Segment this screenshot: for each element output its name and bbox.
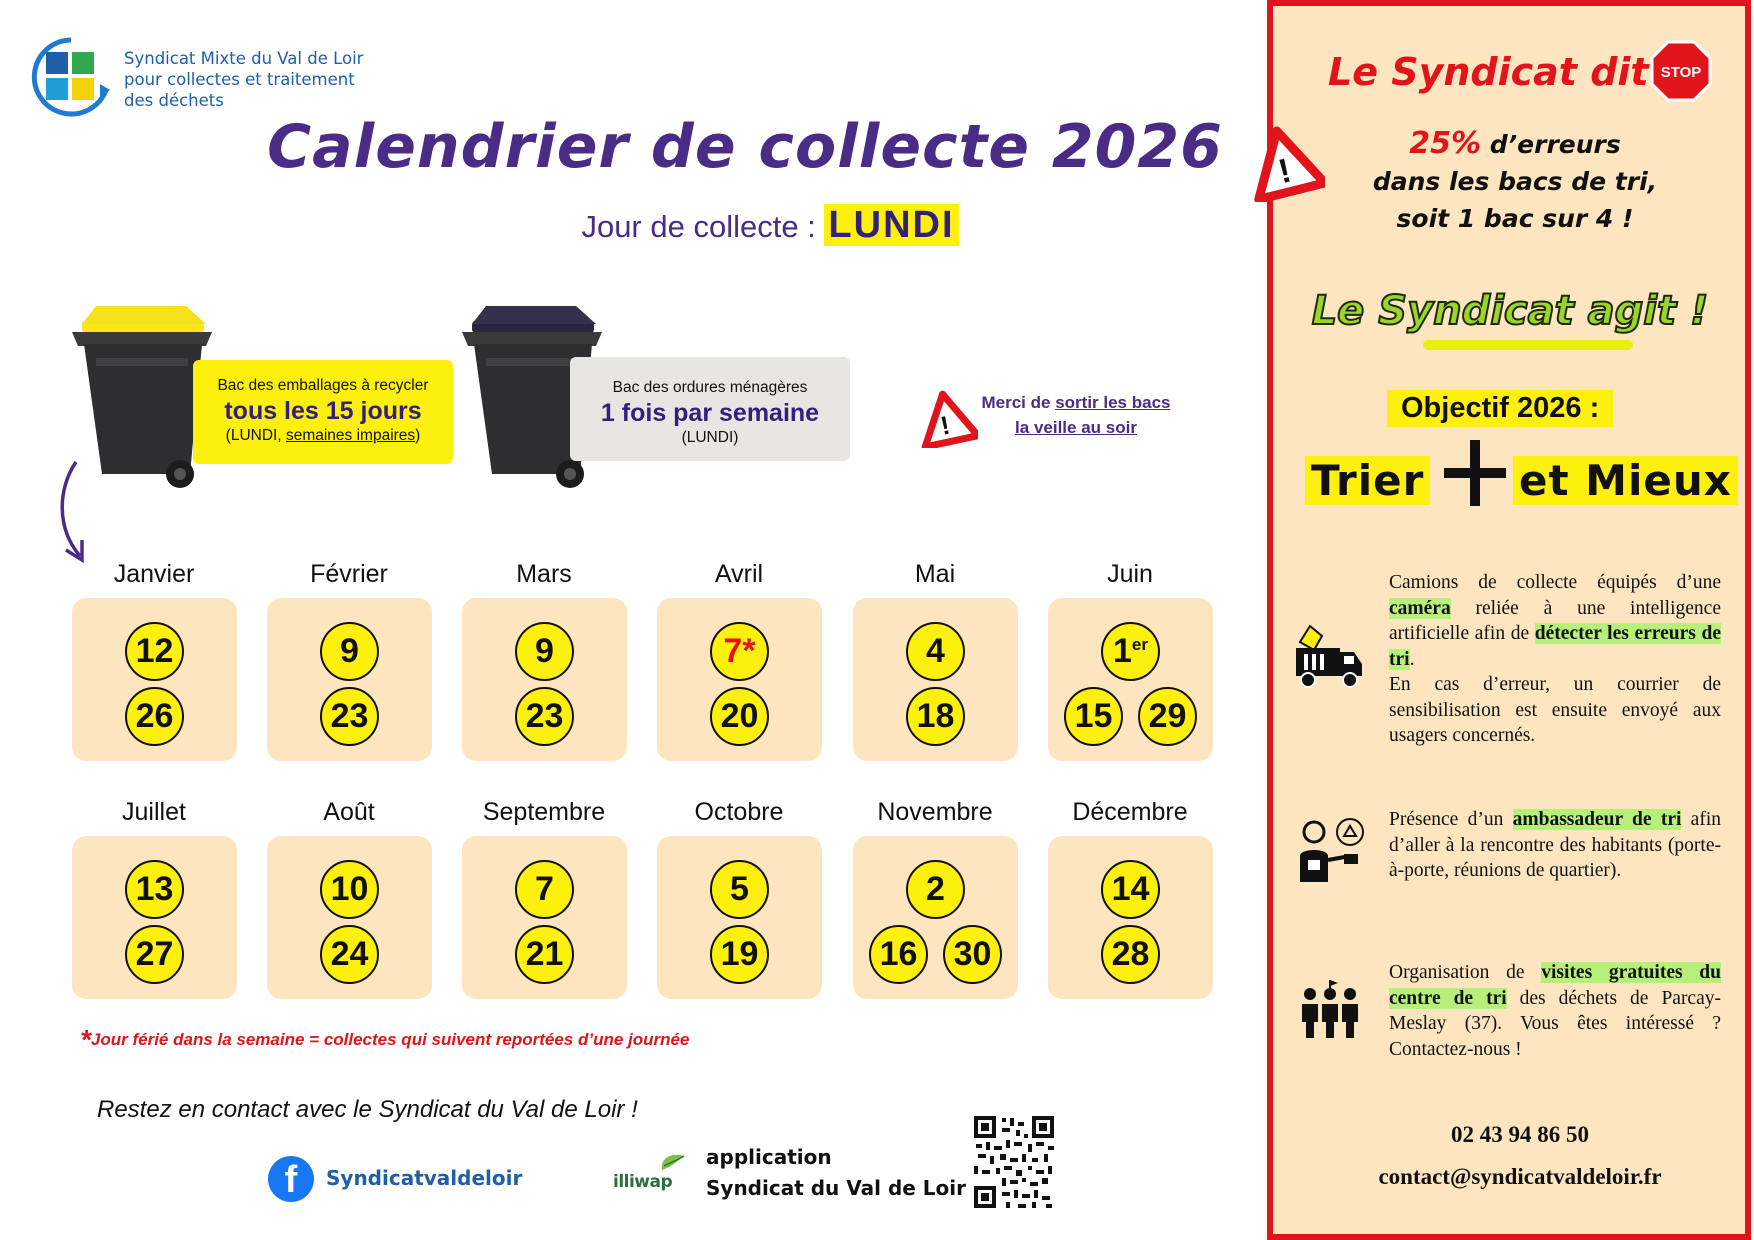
collection-date <box>515 622 574 681</box>
facebook-letter: f <box>284 1159 298 1201</box>
error-percent: 25% <box>1409 126 1482 161</box>
facebook-icon[interactable] <box>268 1156 314 1202</box>
footnote-text: Jour férié dans la semaine = collectes qui suivent reportées d’une journée <box>90 1030 690 1049</box>
org-line-3: des déchets <box>124 91 224 110</box>
collection-date-number: 26 <box>135 697 174 735</box>
action-camera-t3: . <box>1409 648 1415 670</box>
collection-date <box>1138 687 1197 746</box>
collection-date-number: 21 <box>525 935 564 973</box>
collection-date <box>906 860 965 919</box>
collection-date <box>710 925 769 984</box>
group-visit-icon <box>1300 978 1360 1040</box>
phone-number[interactable]: 02 43 94 86 50 <box>1451 1122 1589 1147</box>
collection-date <box>125 622 184 681</box>
month-name: Juillet <box>122 798 186 826</box>
stop-sign-icon <box>1650 40 1712 102</box>
holiday-footnote <box>80 1024 689 1056</box>
collection-date <box>943 925 1002 984</box>
action-visits-t1: Organisation de <box>1389 962 1542 983</box>
error-text-2: dans les bacs de tri, <box>1372 167 1658 196</box>
action-camera-t1: Camions de collecte équipés d’une <box>1389 572 1721 593</box>
action-camera <box>1389 570 1721 749</box>
error-text-3: soit 1 bac sur 4 ! <box>1396 204 1634 233</box>
contact-invitation: Restez en contact avec le Syndicat du Val de Loir ! <box>97 1096 638 1123</box>
collection-date-number: 27 <box>135 935 174 973</box>
page-title: Calendrier de collecte 2026 <box>267 112 1223 182</box>
svg-text:!: ! <box>1274 151 1295 192</box>
error-text-1: d’erreurs <box>1481 130 1621 159</box>
household-frequency: 1 fois par semaine <box>600 399 820 427</box>
collection-date <box>125 925 184 984</box>
recycling-bin-name: Bac des emballages à recycler <box>217 377 429 394</box>
action-ambassador-t2: afin d’aller à la rencontre des habitants (porte-à-porte, réunions de quartier). <box>1389 809 1722 881</box>
collection-date <box>515 925 574 984</box>
illiwap-wordmark: illiwap <box>613 1172 673 1192</box>
slogan-mieux: et Mieux <box>1513 456 1738 505</box>
bin-out-notice <box>960 390 1192 440</box>
collection-date <box>1101 622 1160 681</box>
collection-date <box>906 687 965 746</box>
collection-day-value: LUNDI <box>824 204 958 246</box>
month-card <box>1048 598 1213 761</box>
garbage-truck-icon <box>1292 622 1366 692</box>
month-card <box>72 598 237 761</box>
ambassador-icon <box>1298 816 1364 888</box>
collection-date <box>320 860 379 919</box>
month-name: Novembre <box>877 798 993 826</box>
collection-date-number: 16 <box>879 935 918 973</box>
collection-date <box>1101 860 1160 919</box>
collection-date <box>869 925 928 984</box>
organisation-name <box>124 48 384 111</box>
collection-date-number: 19 <box>720 935 759 973</box>
recycling-bin-label <box>193 360 453 464</box>
collection-date-number: 28 <box>1111 935 1150 973</box>
month-name: Décembre <box>1072 798 1188 826</box>
error-statistic <box>1365 125 1665 237</box>
action-camera-t4: En cas d’erreur, un courrier de sensibilisation est ensuite envoyé aux usagers concernés. <box>1389 674 1721 746</box>
collection-date-number: 9 <box>340 632 359 670</box>
collection-date <box>515 860 574 919</box>
month-name: Avril <box>714 560 764 588</box>
month-name: Mars <box>516 560 572 588</box>
action-visits-h1: visites gratuites du centre de tri <box>1389 962 1721 1009</box>
collection-date-number: 7* <box>723 632 756 670</box>
month-name: Mai <box>914 560 956 588</box>
action-visits-t2: des déchets de Parcay-Meslay (37). Vous êtes intéressé ? Contactez-nous ! <box>1389 987 1721 1060</box>
recycling-detail-suffix: ) <box>415 427 421 444</box>
agit-underline <box>1423 340 1633 350</box>
org-line-2: pour collectes et traitement <box>124 70 355 89</box>
stop-text: STOP <box>1660 64 1702 81</box>
collection-date <box>1101 925 1160 984</box>
slogan-trier: Trier <box>1305 456 1430 505</box>
month-name: Octobre <box>694 798 784 826</box>
collection-date <box>320 687 379 746</box>
bin-out-link-1[interactable]: sortir les bacs <box>1055 393 1171 412</box>
action-visits <box>1389 960 1721 1062</box>
recycling-detail-prefix: (LUNDI, <box>225 427 286 444</box>
month-name: Juin <box>1107 560 1153 588</box>
collection-date <box>125 687 184 746</box>
collection-date-number: 2 <box>926 870 945 908</box>
panel-title: Le Syndicat dit <box>1328 50 1649 94</box>
curved-arrow-icon <box>52 458 112 568</box>
collection-date-number: 10 <box>330 870 369 908</box>
household-bin-name: Bac des ordures ménagères <box>612 379 808 396</box>
recycling-frequency: tous les 15 jours <box>224 397 422 425</box>
recycling-detail-weeks: semaines impaires <box>285 427 416 444</box>
recycling-detail <box>193 427 453 445</box>
syndicat-agit-heading: Le Syndicat agit ! <box>1311 288 1709 334</box>
action-ambassador-h1: ambassadeur de tri <box>1512 809 1682 830</box>
collection-date <box>710 622 769 681</box>
collection-date-number: 1 <box>1113 632 1132 670</box>
collection-day-label: Jour de collecte : <box>581 209 825 244</box>
collection-date <box>515 687 574 746</box>
collection-date-number: 14 <box>1111 870 1150 908</box>
action-camera-h2: détecter les erreurs de tri <box>1389 623 1721 670</box>
month-card <box>267 836 432 999</box>
collection-date <box>320 925 379 984</box>
collection-date-number: 4 <box>926 632 945 670</box>
month-card <box>267 598 432 761</box>
app-line-1: application <box>706 1145 832 1169</box>
month-card <box>462 598 627 761</box>
org-line-1: Syndicat Mixte du Val de Loir <box>124 49 364 68</box>
collection-date-number: 24 <box>330 935 369 973</box>
collection-date-number: 30 <box>953 935 992 973</box>
collection-date <box>906 622 965 681</box>
collection-date-number: 13 <box>135 870 174 908</box>
action-ambassador-t1: Présence d’un <box>1389 809 1513 830</box>
app-line-2: Syndicat du Val de Loir <box>706 1176 966 1200</box>
ordinal-suffix: er <box>1131 634 1148 654</box>
collection-date-number: 12 <box>135 632 174 670</box>
household-detail: (LUNDI) <box>681 429 739 446</box>
collection-date <box>710 860 769 919</box>
collection-date-number: 23 <box>330 697 369 735</box>
warning-triangle-icon <box>1245 124 1325 202</box>
collection-date-number: 23 <box>525 697 564 735</box>
collection-date-number: 20 <box>720 697 759 735</box>
month-name: Janvier <box>113 560 195 588</box>
collection-date-number: 9 <box>535 632 554 670</box>
bin-out-link-2[interactable]: la veille au soir <box>1015 418 1137 437</box>
syndicat-logo <box>30 36 112 120</box>
collection-date <box>125 860 184 919</box>
bin-out-prefix: Merci de <box>981 393 1056 412</box>
email-address[interactable]: contact@syndicatvaldeloir.fr <box>1378 1164 1662 1189</box>
action-ambassador <box>1389 807 1721 884</box>
svg-text:!: ! <box>937 409 953 441</box>
month-card <box>853 836 1018 999</box>
footnote-star: * <box>80 1024 91 1055</box>
month-card <box>657 598 822 761</box>
collection-date-number: 5 <box>730 870 749 908</box>
month-card <box>657 836 822 999</box>
month-name: Septembre <box>482 798 606 826</box>
collection-date-number: 29 <box>1148 697 1187 735</box>
collection-date-number: 7 <box>535 870 554 908</box>
collection-day <box>400 204 1140 247</box>
action-camera-t2: reliée à une intelligence artificielle afin de <box>1389 597 1721 644</box>
month-card <box>1048 836 1213 999</box>
app-description <box>706 1142 966 1204</box>
facebook-handle[interactable]: Syndicatvaldeloir <box>326 1166 523 1190</box>
month-name: Février <box>310 560 388 588</box>
collection-date <box>1064 687 1123 746</box>
plus-icon <box>1440 432 1510 512</box>
qr-code[interactable] <box>972 1114 1056 1210</box>
month-card <box>72 836 237 999</box>
month-card <box>853 598 1018 761</box>
collection-date <box>320 622 379 681</box>
collection-date-number: 15 <box>1074 697 1113 735</box>
collection-date <box>710 687 769 746</box>
collection-date-number: 18 <box>916 697 955 735</box>
action-camera-h1: caméra <box>1389 597 1451 619</box>
objective-heading: Objectif 2026 : <box>1387 390 1613 427</box>
month-name: Août <box>323 798 375 826</box>
month-card <box>462 836 627 999</box>
household-bin-label <box>570 357 850 461</box>
